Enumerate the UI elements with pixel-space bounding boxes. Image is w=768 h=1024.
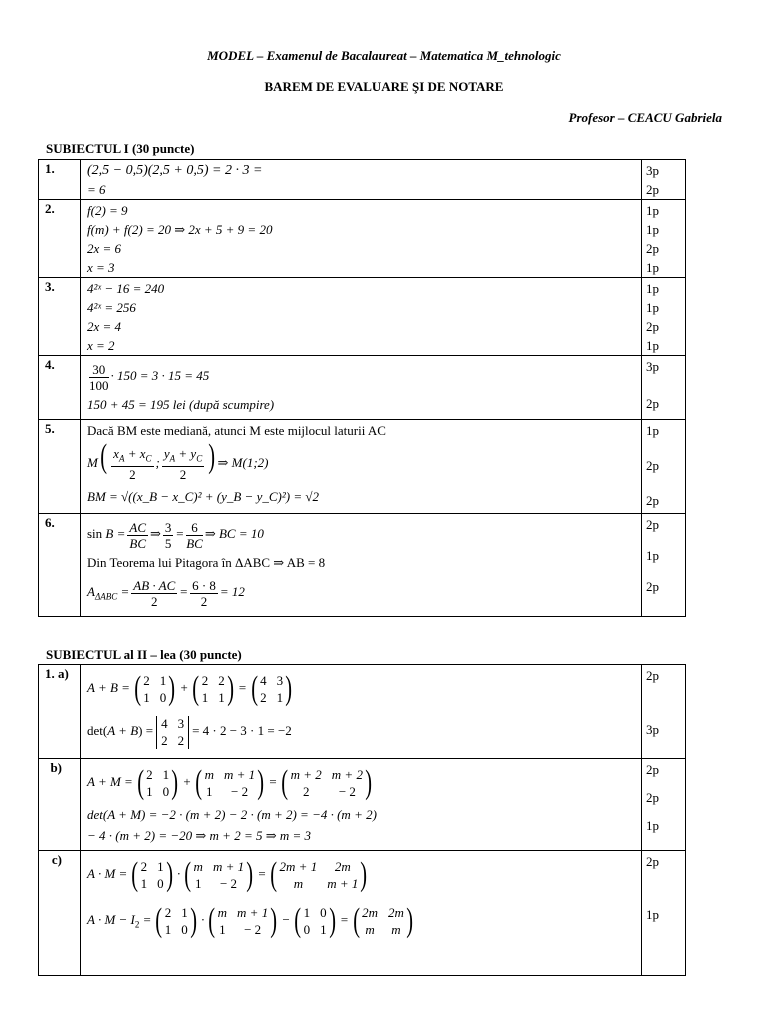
solution-cell <box>81 278 642 356</box>
points: 1p <box>646 818 659 833</box>
solution-line: (2,5 − 0,5)(2,5 + 0,5) = 2 · 3 = <box>87 163 263 178</box>
expression: ⇒ M(1;2) <box>217 455 269 470</box>
solution-line <box>87 357 641 395</box>
solution-line: sin B = $\frac{AC}{BC}$ ⇒ $\frac{3}{5}$ = $\frac{6}{BC}$ ⇒ BC = 10 <box>87 519 264 551</box>
solution-line: 4²ˣ = 256 <box>87 300 136 315</box>
points: 1p <box>646 281 659 296</box>
solution-line: f(2) = 9 <box>87 203 128 218</box>
points: 2p <box>646 668 659 683</box>
solution-cell <box>81 851 642 976</box>
solution-line: 2x = 6 <box>87 241 122 256</box>
points: 2p <box>646 241 659 256</box>
denominator: 100 <box>89 377 109 393</box>
points: 1p <box>646 423 659 438</box>
solution-line: $A \cdot M - I_2$ = ( 2 1 1 0 ) · ( m m + 1 1 − 2 ) − ( 1 0 0 1 ) = ( 2m 2m m m ) <box>87 902 413 940</box>
solution-line: A + M = ( 2 1 1 0 ) + ( m m + 1 1 − 2 ) = ( m + 2 m + 2 2 − 2 ) <box>87 764 373 802</box>
table-row <box>39 851 686 976</box>
section1-table <box>38 159 686 617</box>
table-row <box>39 420 686 514</box>
solution-line: 2x = 4 <box>87 319 122 334</box>
points: 3p <box>646 163 659 178</box>
points: 2p <box>646 762 659 777</box>
solution-line: 4²ˣ − 16 = 240 <box>87 281 165 296</box>
points: 1p <box>646 260 659 275</box>
document-subtitle: BAREM DE EVALUARE ŞI DE NOTARE <box>264 79 504 94</box>
fraction: $\frac{AC}{BC}$ <box>129 519 147 551</box>
points: 1p <box>646 907 659 922</box>
table-row <box>39 665 686 759</box>
points: 2p <box>646 182 659 197</box>
item-number: 1. a) <box>39 665 81 759</box>
item-number: 1. <box>39 160 81 200</box>
fraction: $\frac{y_A + y_C}{2}$ <box>163 445 203 483</box>
item-number: b) <box>39 759 81 851</box>
table-row <box>39 200 686 278</box>
section2-title: SUBIECTUL al II – lea (30 puncte) <box>46 647 242 662</box>
table-row <box>39 759 686 851</box>
fraction: $\frac{x_A + x_C}{2}$ <box>113 445 152 483</box>
solution-line: − 4 · (m + 2) = −20 ⇒ m + 2 = 5 ⇒ m = 3 <box>87 828 312 843</box>
points-cell <box>642 160 686 200</box>
points: 2p <box>646 493 659 508</box>
points: 1p <box>646 203 659 218</box>
points-cell <box>642 665 686 759</box>
fraction: $\frac{6 \cdot 8}{2}$ <box>192 577 216 609</box>
solution-line: det(A + M) = −2 · (m + 2) − 2 · (m + 2) = −4 · (m + 2) <box>87 807 377 822</box>
points: 1p <box>646 338 659 353</box>
solution-cell <box>81 200 642 278</box>
points: 3p <box>646 722 659 737</box>
points-cell <box>642 356 686 420</box>
points-cell <box>642 200 686 278</box>
item-number: c) <box>39 851 81 976</box>
solution-cell <box>81 665 642 759</box>
solution-cell <box>81 356 642 420</box>
fraction: $\frac{6}{BC}$ <box>186 519 203 551</box>
solution-cell <box>81 160 642 200</box>
item-number: 6. <box>39 514 81 617</box>
item-number: 3. <box>39 278 81 356</box>
points-cell <box>642 420 686 514</box>
points: 2p <box>646 396 659 411</box>
points: 2p <box>646 579 659 594</box>
expression: · 150 = 3 · 15 = 45 <box>110 368 210 383</box>
solution-line: x = 3 <box>87 260 115 275</box>
points: 2p <box>646 517 659 532</box>
solution-line: M( $\frac{x_A + x_C}{2}$ ; $\frac{y_A + y_C}{2}$ ) ⇒ M(1;2) <box>87 438 269 483</box>
table-row <box>39 160 686 200</box>
section1-title: SUBIECTUL I (30 puncte) <box>46 141 195 156</box>
document-title: MODEL – Examenul de Bacalaureat – Matematica M_tehnologic <box>207 48 561 63</box>
points: 2p <box>646 458 659 473</box>
item-number: 4. <box>39 356 81 420</box>
solution-line: 150 + 45 = 195 lei (după scumpire) <box>87 397 275 412</box>
item-number: 5. <box>39 420 81 514</box>
document-author: Profesor – CEACU Gabriela <box>568 110 722 125</box>
solution-line: Din Teorema lui Pitagora în ΔABC ⇒ AB = 8 <box>87 555 326 570</box>
solution-cell <box>81 759 642 851</box>
points: 2p <box>646 854 659 869</box>
points: 2p <box>646 319 659 334</box>
solution-line: BM = √((x_B − x_C)² + (y_B − y_C)²) = √2 <box>87 489 319 504</box>
numerator: 30 <box>89 362 109 378</box>
solution-line: f(m) + f(2) = 20 ⇒ 2x + 5 + 9 = 20 <box>87 222 273 237</box>
solution-line: = 6 <box>87 182 106 197</box>
solution-line: x = 2 <box>87 338 115 353</box>
table-row <box>39 514 686 617</box>
section2-table <box>38 664 686 976</box>
item-number: 2. <box>39 200 81 278</box>
points: 3p <box>646 359 659 374</box>
solution-line: A · M = ( 2 1 1 0 ) · ( m m + 1 1 − 2 ) = ( 2m + 1 2m m m + 1 ) <box>87 856 368 894</box>
points: 2p <box>646 790 659 805</box>
points-cell <box>642 759 686 851</box>
table-row <box>39 278 686 356</box>
fraction: $\frac{AB \cdot AC}{2}$ <box>133 577 176 609</box>
solution-line: Dacă BM este mediană, atunci M este mijlocul laturii AC <box>87 423 386 438</box>
fraction: $\frac{3}{5}$ <box>164 519 172 551</box>
solution-cell <box>81 420 642 514</box>
points-cell <box>642 278 686 356</box>
table-row <box>39 356 686 420</box>
solution-cell <box>81 514 642 617</box>
solution-line: $A_{\Delta ABC}$ = $\frac{AB \cdot AC}{2}$ = $\frac{6 \cdot 8}{2}$ = 12 <box>87 577 245 609</box>
points-cell <box>642 514 686 617</box>
fraction <box>89 362 109 393</box>
points-cell <box>642 851 686 976</box>
solution-line: A + B = ( 2 1 1 0 ) + ( 2 2 1 1 ) = ( 4 3 2 1 ) <box>87 670 293 708</box>
points: 1p <box>646 300 659 315</box>
solution-line: det(A + B) = 4 3 2 2 = 4 · 2 − 3 · 1 = −2 <box>87 715 292 748</box>
points: 1p <box>646 222 659 237</box>
points: 1p <box>646 548 659 563</box>
